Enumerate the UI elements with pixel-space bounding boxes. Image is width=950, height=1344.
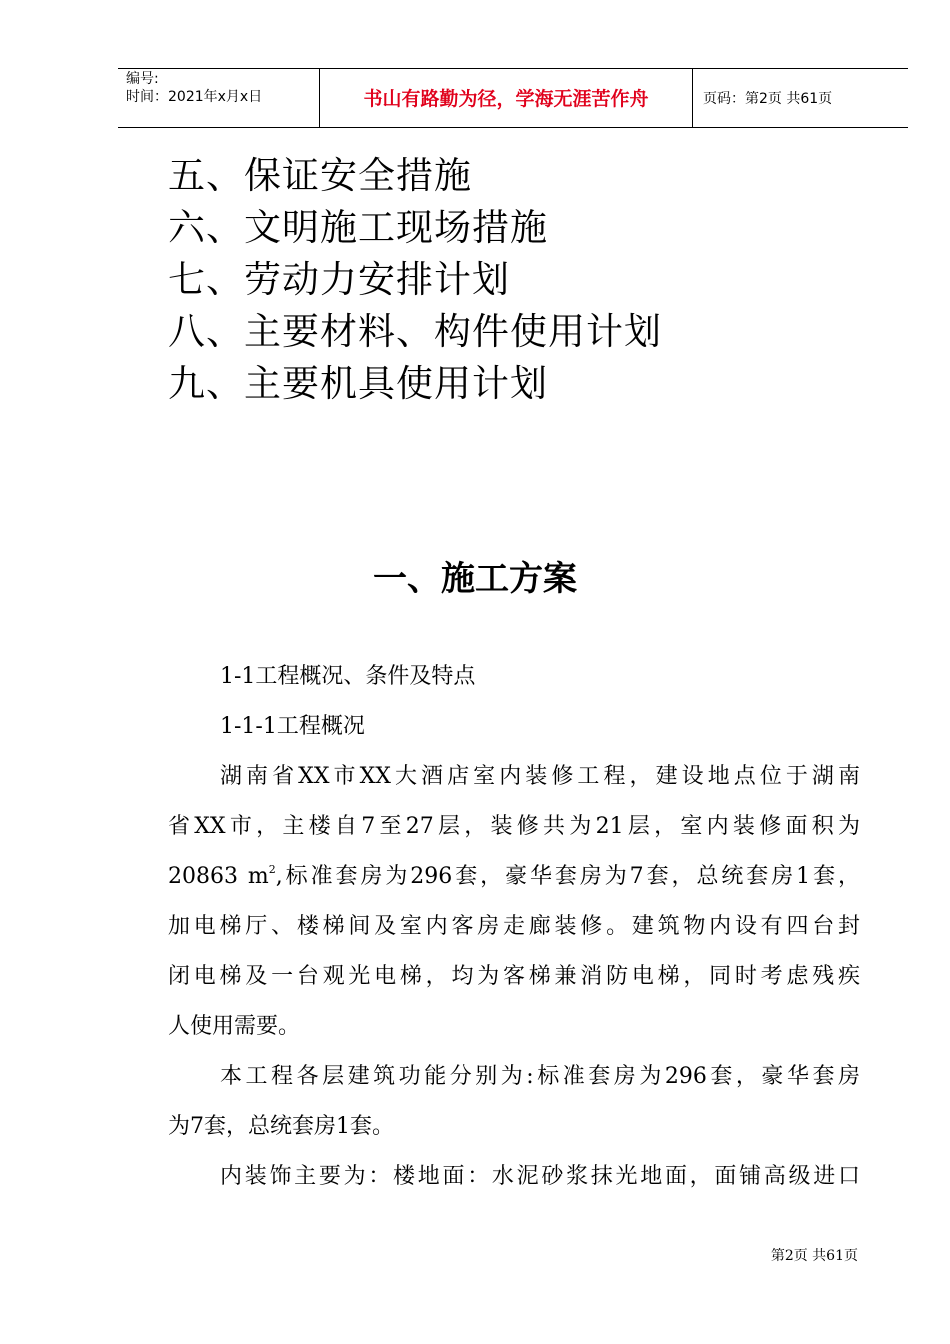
paragraph-line: 省XX市，主楼自7至27层，装修共为21层，室内装修面积为 xyxy=(168,814,860,839)
paragraph-line: 湖南省XX市XX大酒店室内装修工程，建设地点位于湖南 xyxy=(220,764,860,789)
toc-item: 六、文明施工现场措施 xyxy=(168,206,548,249)
paragraph-line: 人使用需要。 xyxy=(168,1014,301,1039)
subsection-heading: 1-1工程概况、条件及特点 xyxy=(220,664,476,689)
toc-item: 七、劳动力安排计划 xyxy=(168,258,510,301)
document-number-label: 编号: xyxy=(126,71,159,87)
area-value: 20863 m xyxy=(168,864,269,889)
paragraph-line-rest: ,标准套房为296套，豪华套房为7套，总统套房1套， xyxy=(275,864,860,889)
header-page-cell xyxy=(693,69,908,127)
header-motto: 书山有路勤为径，学海无涯苦作舟 xyxy=(363,88,649,110)
subsubsection-heading: 1-1-1工程概况 xyxy=(220,714,365,739)
page-footer: 第2页 共61页 xyxy=(770,1248,858,1264)
header-page-info: 页码：第2页 共61页 xyxy=(703,91,833,107)
paragraph-line xyxy=(168,852,860,902)
table-of-contents xyxy=(168,150,662,410)
toc-item: 八、主要材料、构件使用计划 xyxy=(168,310,662,353)
section-title: 一、施工方案 xyxy=(373,559,577,599)
document-time-label: 时间：2021年x月x日 xyxy=(126,89,263,105)
toc-item: 九、主要机具使用计划 xyxy=(168,362,548,405)
toc-item: 五、保证安全措施 xyxy=(168,154,472,197)
paragraph-line: 内装饰主要为：楼地面：水泥砂浆抹光地面，面铺高级进口 xyxy=(220,1164,860,1189)
header-motto-cell xyxy=(320,69,693,127)
header-meta-cell xyxy=(118,69,320,127)
paragraph-line: 本工程各层建筑功能分别为:标准套房为296套，豪华套房 xyxy=(220,1064,860,1089)
page-header xyxy=(118,68,908,128)
document-body xyxy=(168,652,860,1202)
paragraph-line: 加电梯厅、楼梯间及室内客房走廊装修。建筑物内设有四台封 xyxy=(168,914,860,939)
paragraph-line: 闭电梯及一台观光电梯，均为客梯兼消防电梯，同时考虑残疾 xyxy=(168,964,860,989)
paragraph-line: 为7套，总统套房1套。 xyxy=(168,1114,394,1139)
area-unit-superscript: 2 xyxy=(268,863,276,876)
